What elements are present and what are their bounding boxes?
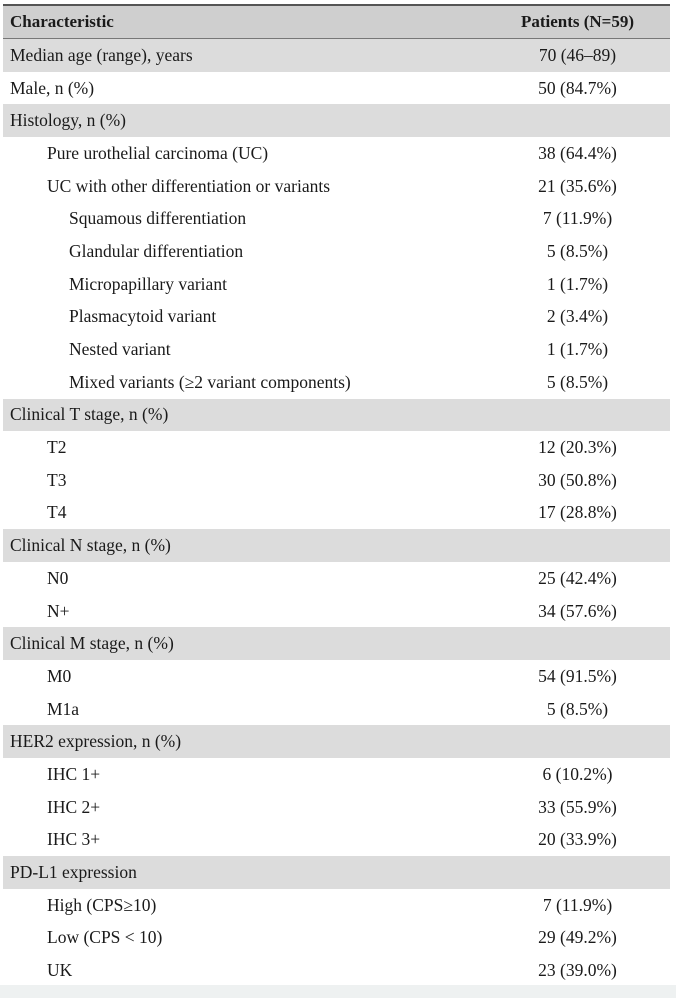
row-value (485, 627, 670, 660)
row-value: 29 (49.2%) (538, 927, 617, 948)
row-value: 7 (11.9%) (542, 894, 613, 915)
row-label: Mixed variants (≥2 variant components) (69, 371, 351, 392)
row-value: 30 (50.8%) (538, 469, 617, 490)
table-row (3, 954, 670, 988)
row-label: HER2 expression, n (%) (10, 731, 182, 752)
row-label: Male, n (%) (10, 77, 95, 98)
row-value: 17 (28.8%) (538, 502, 617, 523)
table-header-row (3, 5, 670, 39)
row-value (485, 856, 670, 889)
row-value: 5 (8.5%) (546, 698, 609, 719)
row-label: IHC 1+ (47, 763, 101, 784)
row-value: 2 (3.4%) (546, 306, 609, 327)
row-label: M1a (47, 698, 80, 719)
table-row (3, 268, 670, 301)
table-row (3, 562, 670, 595)
row-label: Low (CPS < 10) (47, 927, 163, 948)
row-value: 33 (55.9%) (538, 796, 617, 817)
header-characteristic: Characteristic (3, 5, 485, 39)
row-label: T4 (47, 502, 67, 523)
row-value: 54 (91.5%) (538, 665, 617, 686)
section-row (3, 856, 670, 889)
section-row (3, 725, 670, 758)
row-value: 25 (42.4%) (538, 567, 617, 588)
section-row (3, 627, 670, 660)
table-row (3, 301, 670, 334)
table-row (3, 366, 670, 399)
row-label: T3 (47, 469, 67, 490)
section-row (3, 39, 670, 72)
row-value: 34 (57.6%) (538, 600, 617, 621)
row-value: 38 (64.4%) (538, 142, 617, 163)
table-row (3, 202, 670, 235)
row-value (485, 399, 670, 432)
header-patients: Patients (N=59) (485, 5, 670, 39)
row-label: Nested variant (69, 339, 171, 360)
row-value (485, 104, 670, 137)
table-row (3, 660, 670, 693)
table-row (3, 235, 670, 268)
row-value: 50 (84.7%) (538, 77, 617, 98)
table-row (3, 72, 670, 105)
bottom-strip (0, 985, 676, 998)
row-label: Clinical N stage, n (%) (10, 535, 171, 556)
table-row (3, 595, 670, 628)
row-label: Clinical T stage, n (%) (10, 404, 169, 425)
table-row (3, 137, 670, 170)
section-row (3, 104, 670, 137)
row-value: 5 (8.5%) (546, 240, 609, 261)
table-body (3, 39, 670, 988)
row-label: IHC 3+ (47, 829, 101, 850)
table-row (3, 889, 670, 922)
table-row (3, 824, 670, 857)
row-value: 12 (20.3%) (538, 437, 617, 458)
row-value: 70 (46–89) (538, 44, 617, 65)
section-row (3, 399, 670, 432)
row-label: High (CPS≥10) (47, 894, 157, 915)
row-label: PD-L1 expression (10, 862, 137, 883)
row-label: Clinical M stage, n (%) (10, 633, 174, 654)
row-value (485, 725, 670, 758)
row-value: 6 (10.2%) (542, 763, 613, 784)
table-row (3, 464, 670, 497)
row-label: Glandular differentiation (69, 240, 244, 261)
row-label: Median age (range), years (10, 44, 193, 65)
row-label: Pure urothelial carcinoma (UC) (47, 142, 269, 163)
row-label: IHC 2+ (47, 796, 101, 817)
row-label: N+ (47, 600, 70, 621)
row-label: M0 (47, 665, 72, 686)
table-row (3, 431, 670, 464)
row-label: N0 (47, 567, 69, 588)
table-row (3, 922, 670, 955)
row-label: Squamous differentiation (69, 208, 247, 229)
patient-characteristics-table (3, 4, 670, 989)
row-value: 7 (11.9%) (542, 208, 613, 229)
row-value: 5 (8.5%) (546, 371, 609, 392)
table-row (3, 791, 670, 824)
row-value: 23 (39.0%) (485, 954, 670, 988)
row-label: T2 (47, 437, 67, 458)
section-row (3, 529, 670, 562)
table-row (3, 170, 670, 203)
row-value: 20 (33.9%) (538, 829, 617, 850)
row-value (485, 529, 670, 562)
row-label: UK (3, 954, 485, 988)
row-value: 1 (1.7%) (546, 273, 609, 294)
row-value: 21 (35.6%) (538, 175, 617, 196)
row-label: UC with other differentiation or variants (47, 175, 331, 196)
row-label: Micropapillary variant (69, 273, 227, 294)
row-label: Plasmacytoid variant (69, 306, 217, 327)
table-row (3, 758, 670, 791)
row-label: Histology, n (%) (10, 110, 127, 131)
table-row (3, 497, 670, 530)
row-value: 1 (1.7%) (546, 339, 609, 360)
table-row (3, 333, 670, 366)
table-row (3, 693, 670, 726)
